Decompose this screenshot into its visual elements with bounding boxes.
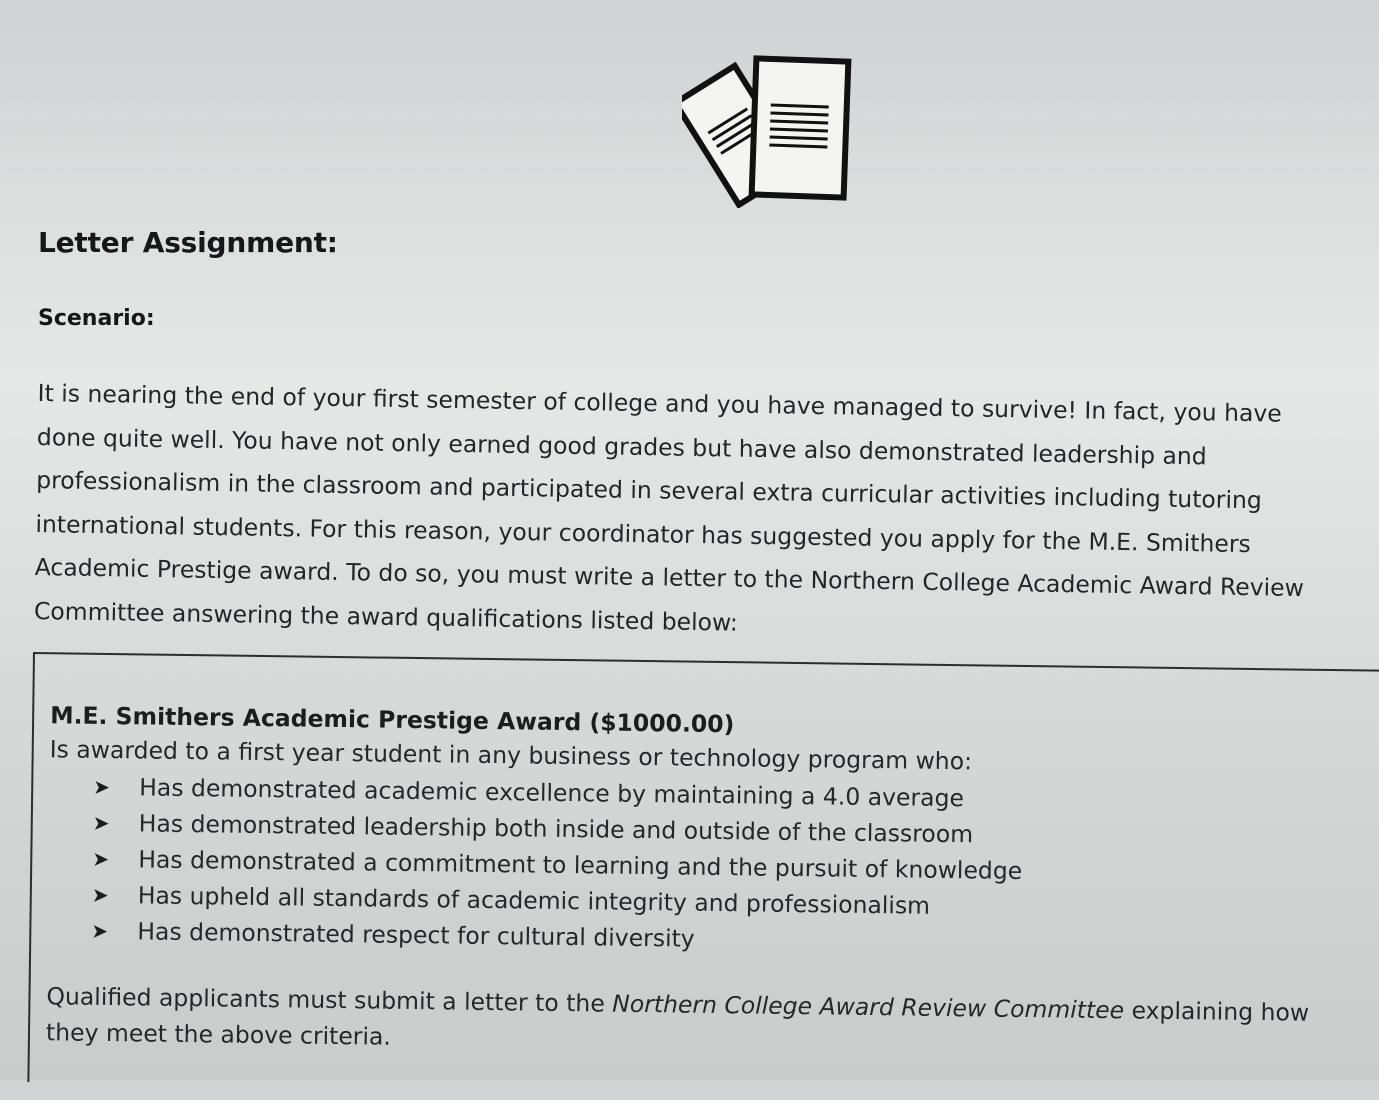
arrow-bullet-icon: ➤ — [92, 846, 110, 872]
award-content — [46, 698, 1370, 1067]
arrow-bullet-icon: ➤ — [92, 810, 110, 836]
criteria-text: Has demonstrated academic excellence by maintaining a 4.0 average — [139, 773, 965, 813]
scenario-line: Committee answering the award qualifications listed below: — [33, 596, 739, 637]
scenario-paragraph — [34, 372, 1368, 655]
criteria-text: Has demonstrated a commitment to learning and the pursuit of knowledge — [138, 845, 1023, 885]
scenario-line: Academic Prestige award. To do so, you must write a letter to the Northern College Academic Award Review — [34, 552, 1305, 603]
arrow-bullet-icon: ➤ — [91, 918, 109, 944]
scenario-line: international students. For this reason, your coordinator has suggested you apply for the M.E. Smithers — [35, 509, 1252, 558]
scenario-line: done quite well. You have not only earned good grades but have also demonstrated leadership and — [36, 422, 1207, 470]
scenario-line: It is nearing the end of your first semester of college and you have managed to survive! In fact, you have — [37, 378, 1282, 428]
closing-text-end: explaining how they meet the above criteria. — [45, 996, 1310, 1051]
award-title: M.E. Smithers Academic Prestige Award ($1000.00) — [49, 701, 735, 739]
scenario-heading: Scenario: — [38, 306, 155, 331]
closing-text-start: Qualified applicants must submit a letter to the — [46, 982, 613, 1018]
page-title: Letter Assignment: — [38, 226, 338, 259]
criteria-text: Has demonstrated leadership both inside and outside of the classroom — [138, 809, 974, 849]
documents-icon — [682, 38, 857, 208]
criteria-list — [47, 768, 1369, 965]
arrow-bullet-icon: ➤ — [91, 882, 109, 908]
arrow-bullet-icon: ➤ — [93, 774, 111, 800]
criteria-text: Has demonstrated respect for cultural diversity — [137, 917, 695, 953]
committee-name: Northern College Award Review Committee — [612, 989, 1125, 1025]
closing-paragraph — [46, 978, 1367, 1067]
award-intro: Is awarded to a first year student in any business or technology program who: — [49, 735, 973, 776]
criteria-text: Has upheld all standards of academic integrity and professionalism — [137, 881, 931, 920]
award-box — [27, 652, 1379, 1100]
scenario-line: professionalism in the classroom and participated in several extra curricular activities including tutoring — [35, 465, 1263, 515]
